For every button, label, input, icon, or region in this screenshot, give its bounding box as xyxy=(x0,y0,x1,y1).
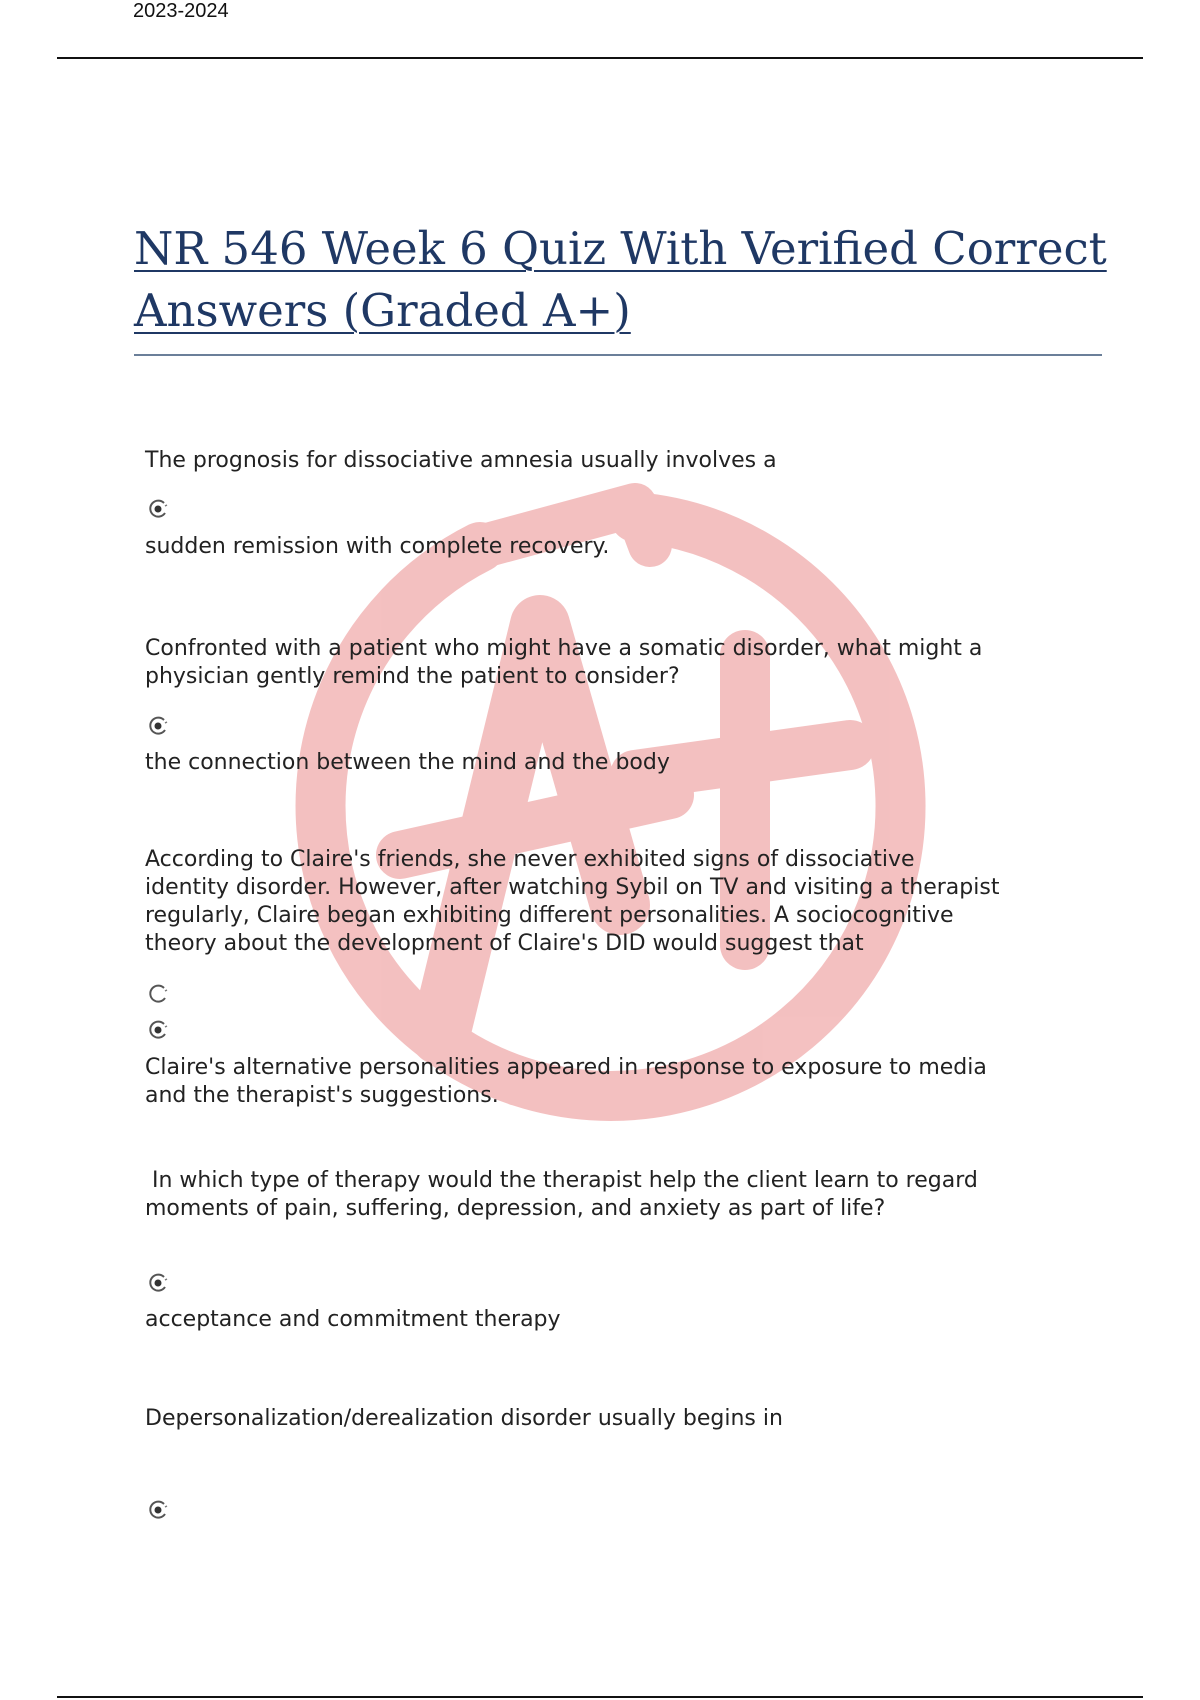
question-1 xyxy=(145,447,1095,475)
question-5 xyxy=(145,1405,1095,1433)
answer-text: acceptance and commitment therapy xyxy=(145,1307,561,1332)
answer-text: and the therapist's suggestions. xyxy=(145,1083,499,1108)
question-2 xyxy=(145,635,1095,691)
answer-2 xyxy=(145,749,1095,777)
radio-selected-icon[interactable] xyxy=(147,1272,169,1294)
answer-1 xyxy=(145,533,1095,561)
answer-text: sudden remission with complete recovery. xyxy=(145,534,610,559)
question-4 xyxy=(145,1167,1095,1223)
year-label: 2023-2024 xyxy=(133,0,229,22)
question-prompt: physician gently remind the patient to consider? xyxy=(145,664,680,689)
title-line-2: Answers (Graded A+) xyxy=(134,284,631,337)
a-plus-watermark-icon xyxy=(290,475,950,1135)
radio-selected-icon[interactable] xyxy=(147,1499,169,1521)
question-prompt: In which type of therapy would the therapist help the client learn to regard xyxy=(145,1168,978,1193)
answer-text: the connection between the mind and the body xyxy=(145,750,670,775)
question-prompt: Depersonalization/derealization disorder usually begins in xyxy=(145,1406,783,1431)
radio-unselected-icon[interactable] xyxy=(147,983,169,1005)
bottom-rule xyxy=(57,1696,1143,1698)
question-3 xyxy=(145,846,1095,958)
answer-text: Claire's alternative personalities appeared in response to exposure to media xyxy=(145,1055,987,1080)
question-prompt: Confronted with a patient who might have a somatic disorder, what might a xyxy=(145,636,983,661)
question-prompt: theory about the development of Claire's DID would suggest that xyxy=(145,931,864,956)
question-prompt: The prognosis for dissociative amnesia usually involves a xyxy=(145,448,777,473)
radio-selected-icon[interactable] xyxy=(147,1019,169,1041)
title-line-1: NR 546 Week 6 Quiz With Verified Correct xyxy=(134,222,1107,275)
document-title xyxy=(134,218,1107,356)
question-prompt: moments of pain, suffering, depression, and anxiety as part of life? xyxy=(145,1196,886,1221)
radio-selected-icon[interactable] xyxy=(147,715,169,737)
question-prompt: regularly, Claire began exhibiting different personalities. A sociocognitive xyxy=(145,903,954,928)
answer-4 xyxy=(145,1306,1095,1334)
question-prompt: identity disorder. However, after watching Sybil on TV and visiting a therapist xyxy=(145,875,1000,900)
radio-selected-icon[interactable] xyxy=(147,498,169,520)
top-rule xyxy=(57,57,1143,59)
answer-3 xyxy=(145,1054,1095,1110)
question-prompt: According to Claire's friends, she never exhibited signs of dissociative xyxy=(145,847,915,872)
